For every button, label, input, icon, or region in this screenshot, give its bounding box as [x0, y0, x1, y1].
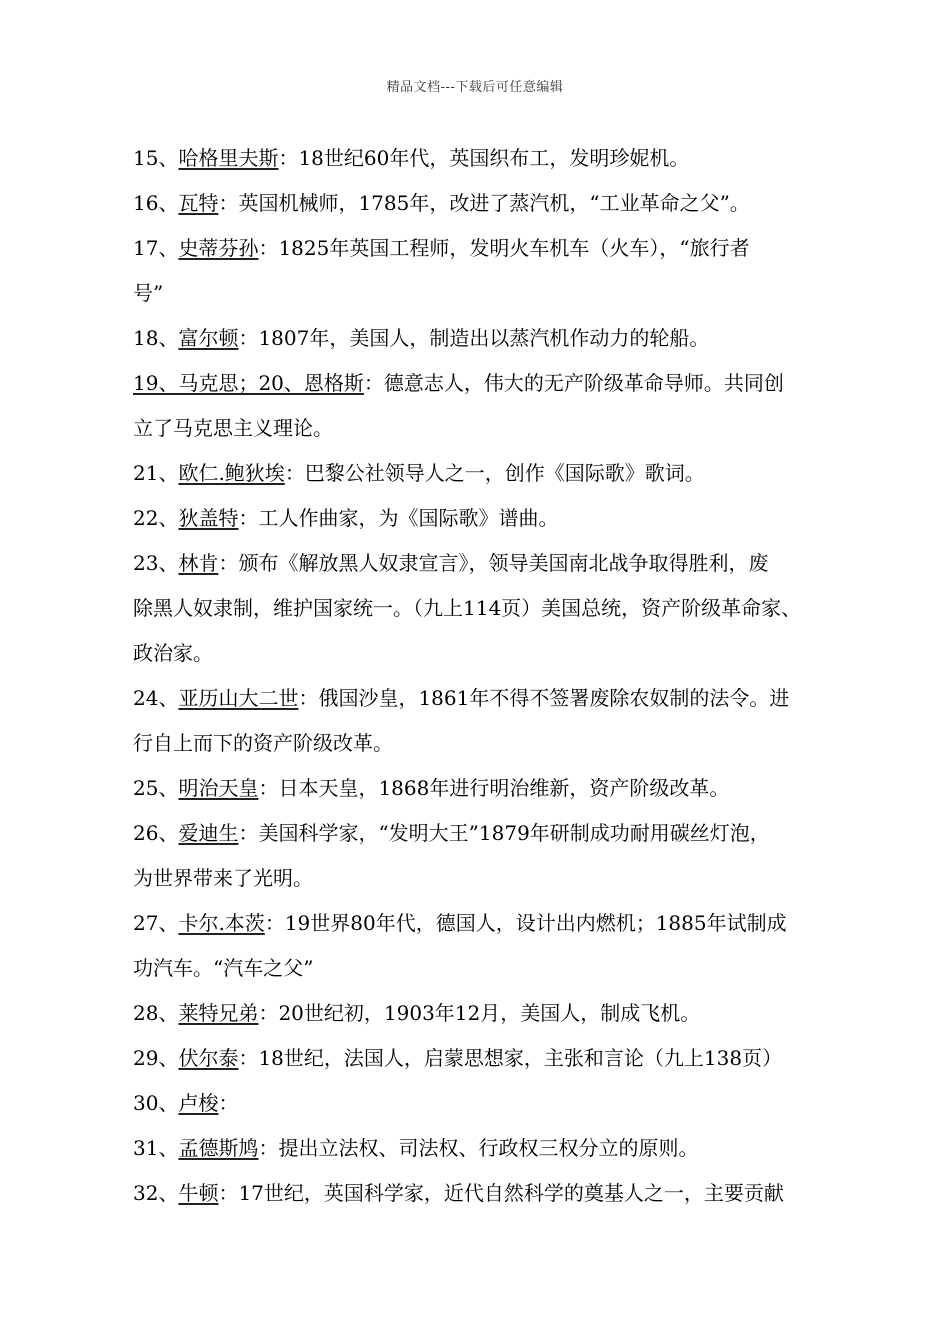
entry-number: 17、 — [133, 236, 179, 260]
person-name: 瓦特 — [178, 191, 219, 215]
entry-text: ：18世纪60年代，英国织布工，发明珍妮机。 — [278, 146, 690, 170]
entry-number: 28、 — [133, 1001, 179, 1025]
document-body — [133, 136, 863, 1216]
entry-text: ：17世纪，英国科学家，近代自然科学的奠基人之一，主要贡献 — [218, 1181, 784, 1205]
person-name: 爱迪生 — [178, 821, 239, 845]
entry-19-20 — [133, 361, 863, 451]
entry-text: ：俄国沙皇，1861年不得不签署废除农奴制的法令。进 — [298, 686, 790, 710]
person-name: 亚历山大二世 — [178, 686, 299, 710]
entry-text-continued: 除黑人奴隶制，维护国家统一。（九上114页）美国总统，资产阶级革命家、 — [133, 596, 802, 620]
entry-text: ：1807年，美国人，制造出以蒸汽机作动力的轮船。 — [238, 326, 710, 350]
entry-22 — [133, 496, 863, 541]
entry-number: 29、 — [133, 1046, 179, 1070]
entry-number: 27、 — [133, 911, 179, 935]
person-name: 林肯 — [178, 551, 219, 575]
person-name: 牛顿 — [178, 1181, 219, 1205]
entry-number: 15、 — [133, 146, 179, 170]
person-name: 哈格里夫斯 — [178, 146, 279, 170]
person-name: 卢梭 — [178, 1091, 219, 1115]
page-header: 精品文档---下载后可任意编辑 — [386, 80, 564, 95]
entry-number: 23、 — [133, 551, 179, 575]
entry-25 — [133, 766, 863, 811]
entry-number: 26、 — [133, 821, 179, 845]
entry-text: ：提出立法权、司法权、行政权三权分立的原则。 — [258, 1136, 699, 1160]
entry-23 — [133, 541, 863, 676]
entry-text: ：20世纪初，1903年12月，美国人，制成飞机。 — [258, 1001, 701, 1025]
entry-text: ：日本天皇，1868年进行明治维新，资产阶级改革。 — [258, 776, 730, 800]
person-name: 狄盖特 — [178, 506, 239, 530]
entry-text: ：工人作曲家，为《国际歌》谱曲。 — [238, 506, 559, 530]
entry-text: ：德意志人，伟大的无产阶级革命导师。共同创 — [363, 371, 784, 395]
entry-15 — [133, 136, 863, 181]
entry-text-continued: 为世界带来了光明。 — [133, 866, 313, 890]
person-name: 卡尔.本茨 — [178, 911, 265, 935]
person-name: 孟德斯鸠 — [178, 1136, 259, 1160]
entry-31 — [133, 1126, 863, 1171]
entry-text-continued: 功汽车。“汽车之父” — [133, 956, 314, 980]
entry-number: 22、 — [133, 506, 179, 530]
entry-18 — [133, 316, 863, 361]
entry-text-continued: 政治家。 — [133, 641, 213, 665]
entry-text-continued: 号” — [133, 281, 164, 305]
entry-number: 30、 — [133, 1091, 179, 1115]
entry-26 — [133, 811, 863, 901]
entry-text: ：英国机械师，1785年，改进了蒸汽机，“工业革命之父”。 — [218, 191, 750, 215]
entry-text: ：颁布《解放黑人奴隶宣言》，领导美国南北战争取得胜利，废 — [218, 551, 769, 575]
entry-32 — [133, 1171, 863, 1216]
entry-text-continued: 行自上而下的资产阶级改革。 — [133, 731, 393, 755]
entry-16 — [133, 181, 863, 226]
entry-number: 24、 — [133, 686, 179, 710]
person-name: 伏尔泰 — [178, 1046, 239, 1070]
person-name: 富尔顿 — [178, 326, 239, 350]
entry-27 — [133, 901, 863, 991]
person-name: 莱特兄弟 — [178, 1001, 259, 1025]
entry-text: ：巴黎公社领导人之一，创作《国际歌》歌词。 — [284, 461, 705, 485]
entry-30 — [133, 1081, 863, 1126]
person-name: 欧仁.鲍狄埃 — [178, 461, 285, 485]
person-name: 19、马克思；20、恩格斯 — [133, 371, 364, 395]
entry-text-continued: 立了马克思主义理论。 — [133, 416, 333, 440]
entry-number: 18、 — [133, 326, 179, 350]
person-name: 明治天皇 — [178, 776, 259, 800]
entry-text: ：1825年英国工程师，发明火车机车（火车），“旅行者 — [258, 236, 750, 260]
entry-text: ：19世界80年代，德国人，设计出内燃机；1885年试制成 — [264, 911, 787, 935]
person-name: 史蒂芬孙 — [178, 236, 259, 260]
entry-text: ： — [218, 1091, 239, 1115]
entry-17 — [133, 226, 863, 316]
entry-number: 25、 — [133, 776, 179, 800]
entry-28 — [133, 991, 863, 1036]
entry-number: 31、 — [133, 1136, 179, 1160]
entry-29 — [133, 1036, 863, 1081]
entry-number: 21、 — [133, 461, 179, 485]
entry-number: 16、 — [133, 191, 179, 215]
entry-21 — [133, 451, 863, 496]
entry-number: 32、 — [133, 1181, 179, 1205]
entry-text: ：18世纪，法国人，启蒙思想家，主张和言论（九上138页） — [238, 1046, 783, 1070]
entry-text: ：美国科学家，“发明大王”1879年研制成功耐用碳丝灯泡， — [238, 821, 770, 845]
entry-24 — [133, 676, 863, 766]
